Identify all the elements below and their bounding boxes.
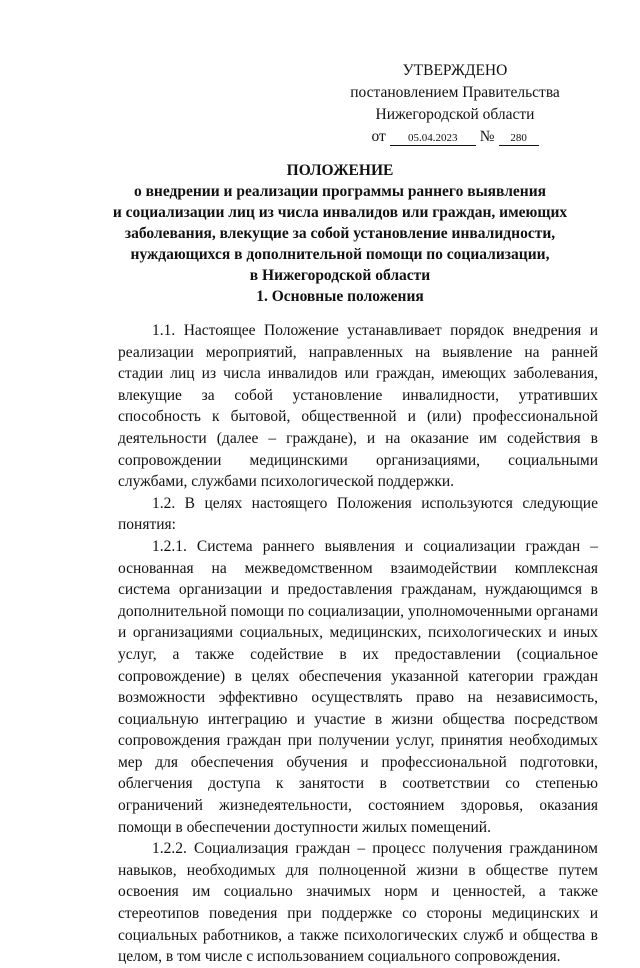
title-line: в Нижегородской области bbox=[249, 267, 431, 284]
approval-from-label: от bbox=[371, 128, 386, 145]
approval-number: 280 bbox=[499, 131, 539, 146]
paragraph-1-2: 1.2. В целях настоящего Положения используются следующие понятия: bbox=[118, 494, 598, 534]
title-line: заболевания, влекущие за собой установление инвалидности, bbox=[124, 225, 556, 242]
approval-status: УТВЕРЖДЕНО bbox=[402, 62, 508, 79]
paragraph-1-1: 1.1. Настоящее Положение устанавливает порядок внедрения и реализации мероприятий, направленных на выявление на ранней стадии лиц из числа инвалидов или граждан, имеющих заболевания, влекущие за собой установление инвалидности, утративших способность к бытовой, общественной и (или) профессиональной деятельности (далее – граждане), и на оказание им содействия в сопровождении медицинскими организациями, социальными службами, службами психологической поддержки. bbox=[118, 322, 598, 491]
title-main: ПОЛОЖЕНИЕ bbox=[286, 162, 394, 179]
title-line: и социализации лиц из числа инвалидов или граждан, имеющих bbox=[112, 204, 568, 221]
approval-line-1: постановлением Правительства bbox=[350, 84, 560, 101]
title-line: о внедрении и реализации программы раннего выявления bbox=[133, 183, 547, 200]
paragraph-1-2-1: 1.2.1. Система раннего выявления и социализации граждан – основанная на межведомственном взаимодействии комплексная система организации и предоставления гражданам, нуждающимся в дополнительной помощи по социализации, уполномоченными органами и организациями социальных, медицинских, психологических и иных услуг, а также содействие в их предоставлении (социальное сопровождение) в целях обеспечения указанной категории граждан возможности эффективно осуществлять право на независимость, социальную интеграцию и участие в жизни общества посредством сопровождения граждан при получении услуг, принятия необходимых мер для обеспечения обучения и профессиональной подготовки, облегчения доступа к занятости в соответствии со степенью ограничений жизнедеятельности, состоянием здоровья, оказания помощи в обеспечении доступности жилых помещений. bbox=[118, 537, 598, 836]
approval-line-2: Нижегородской области bbox=[375, 106, 535, 123]
title-line: нуждающихся в дополнительной помощи по социализации, bbox=[130, 246, 550, 263]
approval-date-line bbox=[340, 126, 570, 148]
approval-date: 05.04.2023 bbox=[390, 131, 476, 146]
document-title bbox=[70, 160, 610, 286]
document-body bbox=[118, 320, 598, 968]
paragraph-1-2-2: 1.2.2. Социализация граждан – процесс получения гражданином навыков, необходимых для полноценной жизни в обществе путем освоения им социально значимых норм и ценностей, а также стереотипов поведения при поддержке со стороны медицинских и социальных работников, а также психологических служб и общества в целом, в том числе с использованием социального сопровождения. bbox=[118, 840, 598, 966]
section-heading: 1. Основные положения bbox=[256, 288, 424, 305]
approval-number-label: № bbox=[479, 128, 495, 145]
approval-stamp bbox=[340, 60, 570, 148]
